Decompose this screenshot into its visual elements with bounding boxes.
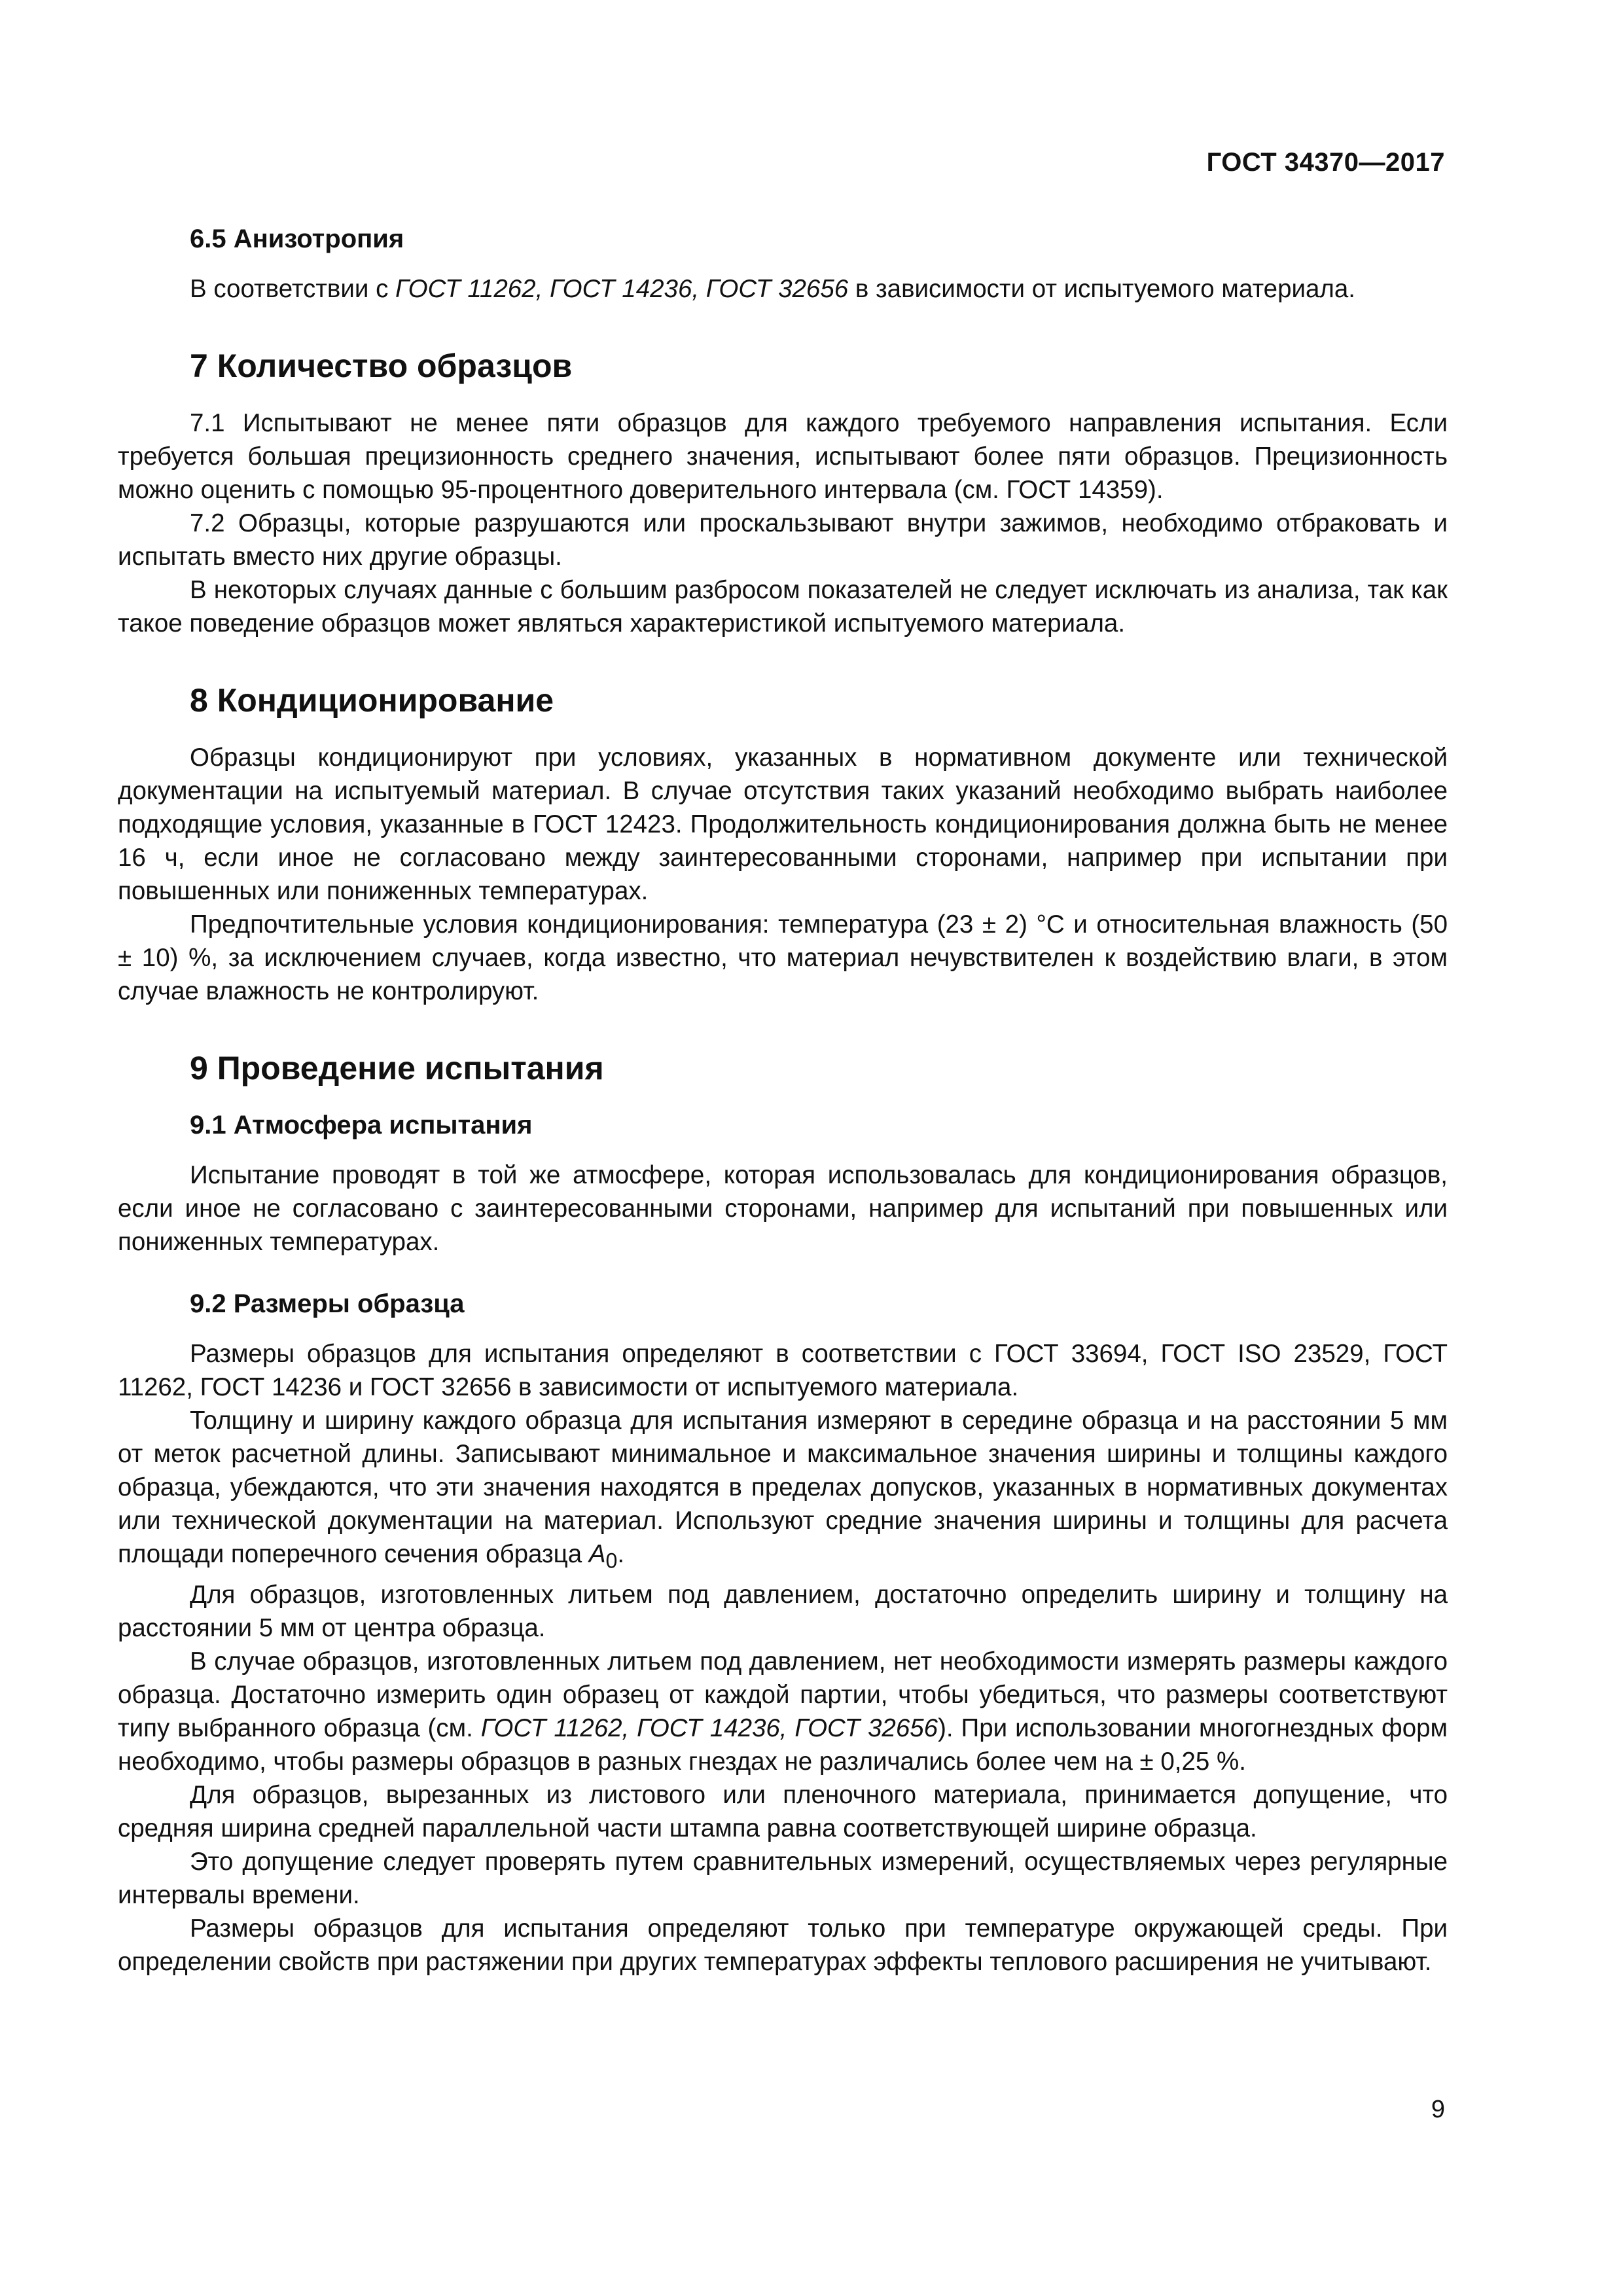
section-9-2-paragraph-7: Размеры образцов для испытания определяют только при температуре окружающей среды. При определении свойств при растяжении при других температурах эффекты теплового расширения не учитывают. [118,1914,1448,1976]
section-7-title: 7 Количество образцов [190,348,573,384]
section-9-2-paragraph-6: Это допущение следует проверять путем сравнительных измерений, осуществляемых через регулярные интервалы времени. [118,1847,1448,1909]
section-9-2-paragraph-1: Размеры образцов для испытания определяют в соответствии с ГОСТ 33694, ГОСТ ISO 23529, ГОСТ 11262, ГОСТ 14236 и ГОСТ 32656 в зависимости от испытуемого материала. [118,1340,1448,1401]
section-8-paragraph-1: Образцы кондиционируют при условиях, указанных в нормативном документе или технической документации на испытуемый материал. В случае отсутствия таких указаний необходимо выбрать наиболее подходящие условия, указанные в ГОСТ 12423. Продолжительность кондиционирования должна быть не менее 16 ч, если иное не согласовано между заинтересованными сторонами, например при испытании при повышенных или пониженных температурах. [118,744,1448,905]
section-9-1-title: 9.1 Атмосфера испытания [190,1111,533,1139]
section-6-5-paragraph [118,272,1448,306]
text: Толщину и ширину каждого образца для испытания измеряют в середине образца и на расстоянии 5 мм от меток расчетной длины. Записывают минимальное и максимальное значения ширины и толщины каждого образца, убеждаются, что эти значения находятся в пределах допусков, указанных в нормативных документах или технической документации на материал. Используют средние значения ширины и толщины для расчета площади поперечного сечения образца [118,1407,1448,1568]
section-6-5-title: 6.5 Анизотропия [190,224,404,253]
text: в зависимости от испытуемого материала. [848,275,1355,303]
page-content [118,223,1448,1979]
section-9-2-paragraph-2 [118,1404,1448,1578]
standard-header: ГОСТ 34370—2017 [1206,148,1445,177]
section-9-2-paragraph-5: Для образцов, вырезанных из листового или пленочного материала, принимается допущение, что средняя ширина средней параллельной части штампа равна соответствующей ширине образца. [118,1780,1448,1842]
italic-reference: ГОСТ 11262, ГОСТ 14236, ГОСТ 32656 [480,1713,938,1742]
page-number: 9 [1431,2096,1445,2123]
text: ). При использовании многогнездных форм необходимо, чтобы размеры образцов в разных гнездах не различались более чем на ± 0,25 %. [118,1713,1448,1776]
spacer [118,1259,1448,1287]
section-8-paragraph-2: Предпочтительные условия кондиционирования: температура (23 ± 2) °С и относительная влажность (50 ± 10) %, за исключением случаев, когда известно, что материал нечувствителен к воздействию влаги, в этом случае влажность не контролируют. [118,910,1448,1005]
section-9-1-paragraph: Испытание проводят в той же атмосфере, которая использовалась для кондиционирования образцов, если иное не согласовано с заинтересованными сторонами, например для испытаний при повышенных или пониженных температурах. [118,1161,1448,1256]
section-7-paragraph-1: 7.1 Испытывают не менее пяти образцов для каждого требуемого направления испытания. Если требуется большая прецизионность среднего значения, испытывают более пяти образцов. Прецизионность можно оценить с помощью 95-процентного доверительного интервала (см. ГОСТ 14359). [118,409,1448,504]
section-7-paragraph-3: В некоторых случаях данные с большим разбросом показателей не следует исключать из анализа, так как такое поведение образцов может являться характеристикой испытуемого материала. [118,576,1448,637]
area-subscript: 0 [605,1549,618,1573]
section-7-paragraph-2: 7.2 Образцы, которые разрушаются или проскальзывают внутри зажимов, необходимо отбраковать и испытать вместо них другие образцы. [118,509,1448,571]
section-9-2-paragraph-4 [118,1645,1448,1778]
text: В соответствии с [190,275,396,303]
section-8-title: 8 Кондиционирование [190,682,554,719]
text: В случае образцов, изготовленных литьем под давлением, нет необходимости измерять размеры каждого образца. Достаточно измерить один образец от каждой партии, чтобы убедиться, что размеры соответствуют типу выбранного образца (см. [118,1647,1448,1742]
section-9-title: 9 Проведение испытания [190,1050,604,1086]
section-9-2-paragraph-3: Для образцов, изготовленных литьем под давлением, достаточно определить ширину и толщину на расстоянии 5 мм от центра образца. [118,1580,1448,1642]
text: . [617,1540,625,1568]
area-symbol: A [588,1540,606,1568]
section-9-2-title: 9.2 Размеры образца [190,1289,465,1318]
italic-reference: ГОСТ 11262, ГОСТ 14236, ГОСТ 32656 [395,275,849,303]
